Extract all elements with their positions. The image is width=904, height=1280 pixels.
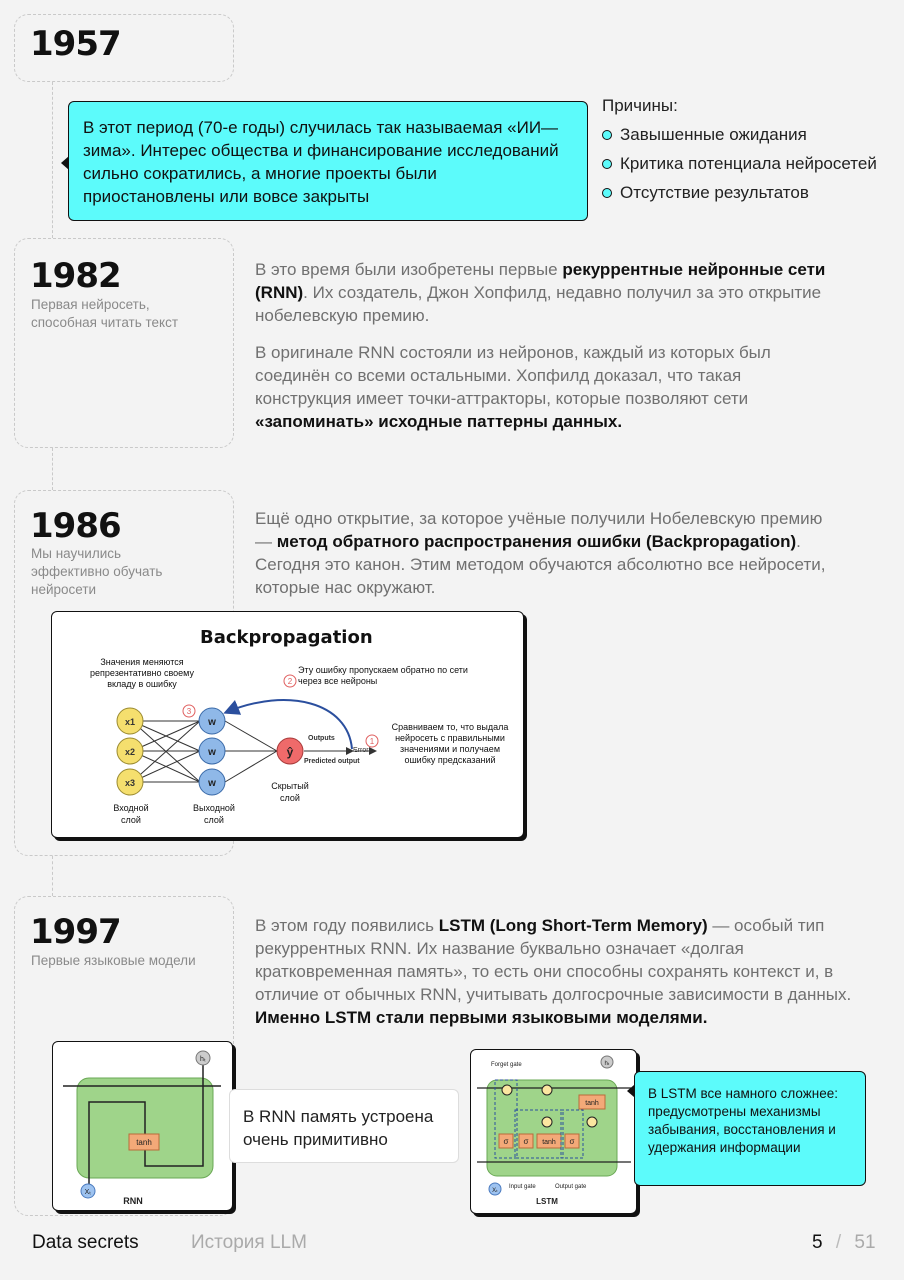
page-total: 51 bbox=[854, 1232, 876, 1253]
lstm-note: В LSTM все намного сложнее: предусмотрены механизмы забывания, восстановления и удержания информации bbox=[634, 1071, 866, 1186]
svg-text:σ: σ bbox=[503, 1137, 509, 1146]
paragraph-hopfield: В оригинале RNN состояли из нейронов, каждый из которых был соединён со всеми остальными. Хопфилд доказал, что такая конструкция имеет точки-аттракторы, которые позволяют сети «запоминать» исходные паттерны данных. bbox=[255, 343, 771, 431]
input-gate-label: Input gate bbox=[509, 1184, 536, 1190]
output-layer-label: Выходной слой bbox=[193, 803, 235, 825]
tanh-label: tanh bbox=[136, 1138, 152, 1147]
callout-pointer bbox=[61, 156, 69, 170]
svg-text:x1: x1 bbox=[124, 717, 136, 727]
step-badge bbox=[366, 735, 378, 747]
bullet-icon bbox=[602, 130, 612, 140]
svg-text:2: 2 bbox=[287, 677, 293, 686]
step-badge bbox=[183, 705, 195, 717]
hidden-layer-label: Скрытый слой bbox=[271, 781, 309, 803]
timeline-line bbox=[52, 856, 53, 896]
reason-item: Отсутствие результатов bbox=[602, 181, 892, 204]
hidden-node bbox=[199, 769, 225, 795]
svg-text:w: w bbox=[208, 717, 216, 728]
page-indicator bbox=[812, 1232, 876, 1254]
timeline-line bbox=[52, 448, 53, 490]
subtitle-1986: Мы научились эффективно обучать нейросети bbox=[31, 546, 163, 597]
backprop-diagram bbox=[51, 611, 524, 838]
svg-text:x3: x3 bbox=[124, 778, 136, 788]
callout-text: В этот период (70-е годы) случилась так называемая «ИИ—зима». Интерес общества и финансирование исследований сильно сократились, а многие проекты были приостановлены или вовсе закрыты bbox=[83, 118, 559, 206]
bullet-icon bbox=[602, 188, 612, 198]
h-label: hₜ bbox=[200, 1056, 206, 1063]
subtitle-1982: Первая нейросеть, способная читать текст bbox=[31, 297, 179, 330]
rnn-note: В RNN память устроена очень примитивно bbox=[229, 1089, 459, 1163]
lstm-diagram bbox=[470, 1049, 637, 1214]
paragraph-backprop: Ещё одно открытие, за которое учёные получили Нобелевскую премию — метод обратного распространения ошибки (Backpropagation). Сегодня это канон. Этим методом обучаются абсолютно все нейросети, которые нас окружают. bbox=[255, 509, 826, 597]
hidden-node bbox=[199, 708, 225, 734]
predicted-label: Predicted output bbox=[304, 758, 360, 765]
svg-text:Xₜ: Xₜ bbox=[492, 1188, 498, 1194]
svg-text:σ: σ bbox=[569, 1137, 575, 1146]
svg-text:x2: x2 bbox=[124, 747, 136, 757]
page-separator: / bbox=[835, 1232, 842, 1253]
year-1957: 1957 bbox=[30, 24, 121, 64]
forget-gate-label: Forget gate bbox=[491, 1062, 522, 1068]
page-number: 5 bbox=[812, 1232, 823, 1253]
footer-brand: Data secrets bbox=[32, 1232, 139, 1253]
paragraph-lstm: В этом году появились LSTM (Long Short-Term Memory) — особый тип рекуррентных RNN. Их название буквально означает «долгая кратковременная память», то есть они способны сохранять контекст и, в отличие от обычных RNN, учитывать долгосрочные зависимости в данных. Именно LSTM стали первыми языковыми моделями. bbox=[255, 916, 852, 1027]
note-top: Эту ошибку пропускаем обратно по сети через все нейроны bbox=[298, 665, 468, 686]
timeline-line bbox=[52, 82, 53, 238]
note-right: Сравниваем то, что выдала нейросеть с правильными значениями и получаем ошибку предсказаний bbox=[391, 722, 509, 765]
hidden-node bbox=[199, 738, 225, 764]
year-1997: 1997 bbox=[30, 912, 121, 952]
error-label: Error bbox=[353, 747, 369, 754]
reasons-list bbox=[602, 94, 892, 210]
step-badge bbox=[284, 675, 296, 687]
input-node bbox=[117, 708, 143, 734]
reason-item: Завышенные ожидания bbox=[602, 123, 892, 146]
bullet-icon bbox=[602, 159, 612, 169]
svg-text:w: w bbox=[208, 747, 216, 758]
svg-text:ŷ: ŷ bbox=[286, 745, 294, 759]
svg-text:σ: σ bbox=[523, 1137, 529, 1146]
output-node bbox=[277, 738, 303, 764]
year-1986: 1986 bbox=[30, 506, 121, 546]
x-label: Xₜ bbox=[84, 1189, 92, 1196]
reasons-title: Причины: bbox=[602, 96, 678, 115]
subtitle-1997: Первые языковые модели bbox=[31, 953, 196, 968]
lstm-label: LSTM bbox=[536, 1197, 558, 1206]
output-gate-label: Output gate bbox=[555, 1184, 587, 1190]
svg-text:1: 1 bbox=[369, 737, 375, 746]
footer-doc-title: История LLM bbox=[191, 1232, 307, 1253]
lstm-note-pointer bbox=[627, 1085, 634, 1097]
svg-text:w: w bbox=[208, 778, 216, 789]
rnn-diagram bbox=[52, 1041, 233, 1211]
paragraph-rnn: В это время были изобретены первые рекуррентные нейронные сети (RNN). Их создатель, Джон Хопфилд, недавно получил за это открытие нобелевскую премию. bbox=[255, 260, 826, 325]
lstm-tanh: tanh bbox=[585, 1100, 599, 1107]
reason-item: Критика потенциала нейросетей bbox=[602, 152, 892, 175]
input-node bbox=[117, 738, 143, 764]
note-left: Значения меняются репрезентативно своему вкладу в ошибку bbox=[90, 657, 194, 689]
lstm-tanh: tanh bbox=[542, 1139, 556, 1146]
diagram-title: Backpropagation bbox=[200, 627, 373, 648]
svg-text:3: 3 bbox=[186, 707, 192, 716]
svg-text:hₜ: hₜ bbox=[604, 1061, 610, 1067]
input-layer-label: Входной слой bbox=[113, 803, 149, 825]
ai-winter-callout bbox=[68, 101, 588, 221]
rnn-label: RNN bbox=[123, 1196, 143, 1206]
outputs-label: Outputs bbox=[308, 735, 335, 742]
year-1982: 1982 bbox=[30, 256, 121, 296]
input-node bbox=[117, 769, 143, 795]
